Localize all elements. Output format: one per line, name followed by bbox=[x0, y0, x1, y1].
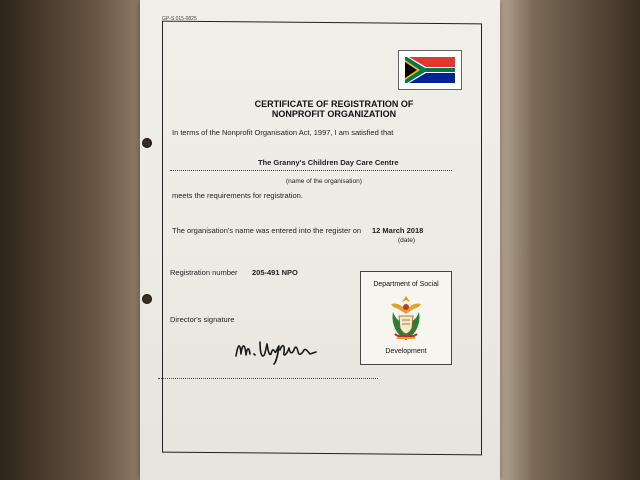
department-label-bottom: Development bbox=[385, 348, 427, 355]
date-caption: (date) bbox=[398, 237, 415, 244]
director-signature-label: Director's signature bbox=[170, 315, 235, 324]
certificate-sheet bbox=[140, 0, 500, 480]
organisation-name: The Granny's Children Day Care Centre bbox=[258, 158, 399, 167]
registration-label: Registration number bbox=[170, 268, 238, 277]
certificate-title bbox=[236, 99, 432, 119]
organisation-line bbox=[170, 170, 452, 171]
background-right bbox=[498, 0, 640, 480]
punch-hole bbox=[142, 294, 152, 304]
organisation-caption: (name of the organisation) bbox=[286, 178, 362, 185]
south-africa-flag-icon bbox=[405, 57, 455, 83]
register-date: 12 March 2018 bbox=[372, 226, 424, 235]
signature-line bbox=[158, 378, 378, 379]
registration-number: 205-491 NPO bbox=[252, 268, 298, 277]
punch-hole bbox=[142, 138, 152, 148]
background-left bbox=[0, 0, 140, 480]
department-label-top: Department of Social bbox=[373, 281, 439, 288]
requirements-text: meets the requirements for registration. bbox=[172, 191, 303, 200]
title-line-1: CERTIFICATE OF REGISTRATION OF bbox=[254, 99, 414, 109]
flag-box bbox=[398, 50, 462, 90]
form-code: GP-S 015-0825 bbox=[162, 16, 197, 22]
intro-text: In terms of the Nonprofit Organisation Act, 1997, I am satisfied that bbox=[172, 128, 394, 137]
coat-of-arms-icon bbox=[385, 294, 427, 344]
title-line-2: NONPROFIT ORGANIZATION bbox=[271, 109, 397, 119]
director-signature bbox=[232, 334, 322, 368]
department-stamp bbox=[360, 271, 452, 365]
register-text: The organisation's name was entered into the register on bbox=[172, 226, 362, 235]
